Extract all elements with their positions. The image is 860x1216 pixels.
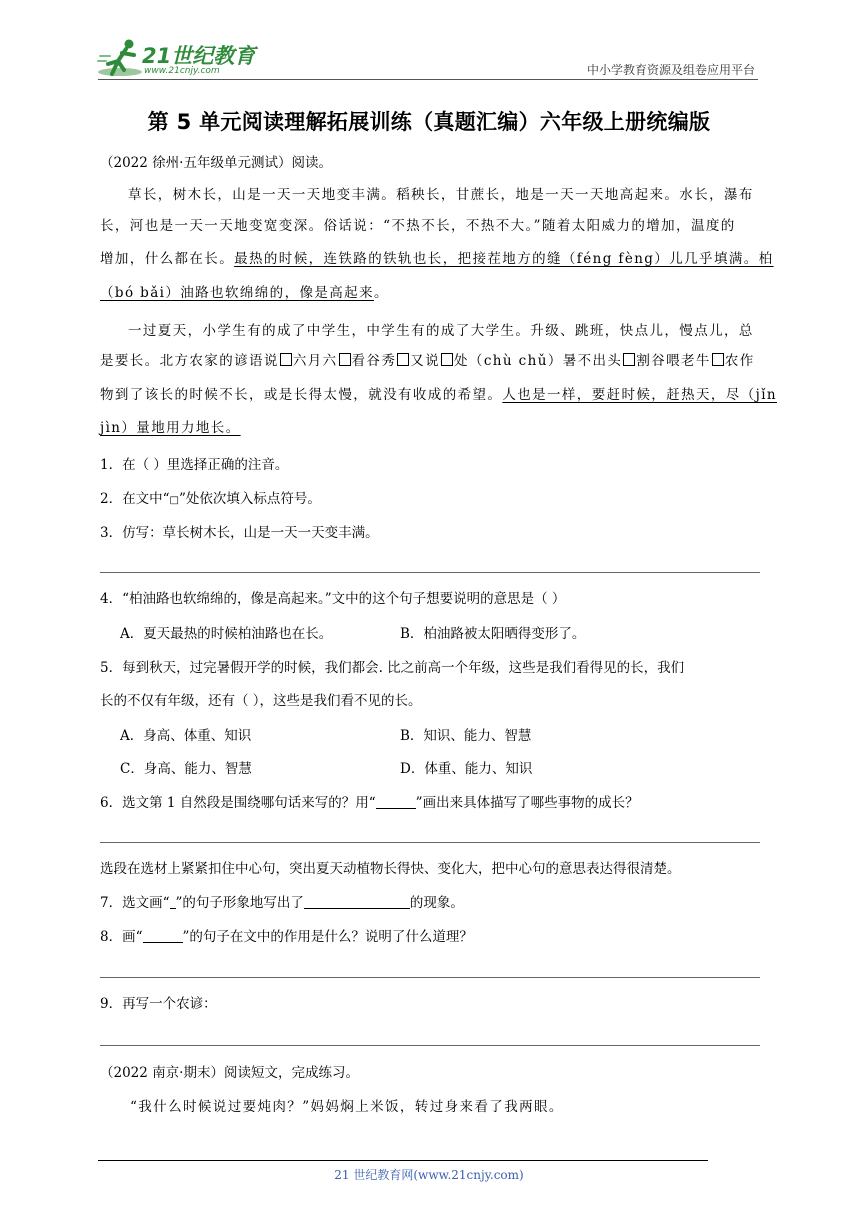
underline-mark [376,796,416,809]
passage1-text: 增加，什么都在长。 [100,251,235,267]
question-text: ”处依次填入标点符号。 [178,491,321,507]
passage1-source: （2022 徐州·五年级单元测试）阅读。 [100,155,332,171]
blank-box [712,353,724,366]
underlined-sentence: jìn）量地用力地长。 [100,420,241,436]
passage1-line: 草长，树木长，山是一天一天地变丰满。稻秧长，甘蔗长，地是一天一天地高起来。水长，瀑布 [128,187,754,203]
passage1-text: 处（chù chǔ）暑不出头 [454,353,623,369]
passage1-text: 。 [373,285,389,301]
answer-line[interactable] [100,977,760,978]
passage1-text: 农作 [724,353,755,369]
underlined-sentence: （bó bǎi）油路也软绵绵的，像是高起来 [100,285,374,301]
blank-box [280,353,292,366]
question-text: 8．画“ [100,929,143,945]
logo-url: www.21cnjy.com [144,66,220,76]
underlined-sentence: 人也是一样，要赶时候，赶热天，尽（jǐn [502,387,778,403]
question-5-cont: 长的不仅有年级，还有（ ），这些是我们看不见的长。 [100,693,422,709]
question-text: 的现象。 [409,895,464,911]
passage1-text: 看谷秀 [351,353,397,369]
passage1-line [100,250,774,268]
blank-box [623,353,635,366]
underlined-sentence: 最热的时候，连铁路的铁轨也长，把接茬地方的缝（féng fèng）儿几乎填满。柏 [234,251,774,267]
question-text: 7．选文画“ [100,895,170,911]
footer-link[interactable]: 21 世纪教育网(www.21cnjy.com) [334,1168,524,1182]
question-3: 3．仿写：草长树木长，山是一天一天变丰满。 [100,525,379,541]
answer-line[interactable] [100,1045,760,1046]
passage1-text: 六月六 [292,353,338,369]
question-8 [100,928,473,946]
passage1-line [100,284,389,302]
option-5b[interactable]: B．知识、能力、智慧 [400,728,532,744]
question-4: 4．“柏油路也软绵绵的，像是高起来。”文中的这个句子想要说明的意思是（ ） [100,591,566,607]
passage1-text: 又说 [410,353,441,369]
passage1-text: 割谷喂老牛 [636,353,711,369]
question-text: 2．在文中“ [100,491,170,507]
blank-box [441,353,453,366]
question-1: 1．在（ ）里选择正确的注音。 [100,457,289,473]
passage1-line: 一过夏天，小学生有的成了中学生，中学生有的成了大学生。升级、跳班，快点儿，慢点儿，总 [128,323,754,339]
header-divider [98,79,758,80]
option-5c[interactable]: C．身高、能力、智慧 [120,761,252,777]
passage1-text: 是要长。北方农家的谚语说 [100,353,279,369]
passage1-line: 长，河也是一天一天地变宽变深。俗话说：“不热不长，不热不大。”随着太阳威力的增加，温度的 [100,218,736,234]
option-4b[interactable]: B．柏油路被太阳晒得变形了。 [400,626,586,642]
option-5d[interactable]: D．体重、能力、知识 [400,761,533,777]
option-4a[interactable]: A．夏天最热的时候柏油路也在长。 [120,626,333,642]
fill-blank[interactable] [304,896,410,909]
passage1-line [100,352,755,370]
question-9: 9．再写一个农谚： [100,996,217,1012]
answer-line[interactable] [100,572,760,573]
question-text: ”的句子形象地写出了 [175,895,304,911]
question-text: 6．选文第 1 自然段是围绕哪句话来写的？用“ [100,795,376,811]
passage1-line [100,419,241,437]
question-7 [100,894,464,912]
footer-divider [98,1160,708,1161]
passage2-line: “我什么时候说过要炖肉？”妈妈焖上米饭，转过身来看了我两眼。 [130,1099,564,1115]
question-6-answer: 选段在选材上紧紧扣住中心句，突出夏天动植物长得快、变化大，把中心句的意思表达得很清楚。 [100,861,681,877]
blank-box [397,353,409,366]
underline-mark [143,930,183,943]
question-text: ”画出来具体描写了哪些事物的成长？ [415,795,639,811]
box-symbol: □ [169,495,179,506]
answer-line[interactable] [100,842,760,843]
passage1-text: 物到了该长的时候不长，或是长得太慢，就没有收成的希望。 [100,387,503,403]
option-5a[interactable]: A．身高、体重、知识 [120,728,252,744]
question-6 [100,794,639,812]
header-platform-name: 中小学教育资源及组卷应用平台 [586,63,755,77]
blank-box [339,353,351,366]
question-2 [100,490,321,510]
question-5: 5．每到秋天，过完暑假开学的时候，我们都会. 比之前高一个年级，这些是我们看得见的长，我们 [100,660,685,676]
passage1-line [100,386,777,404]
passage2-source: （2022 南京·期末）阅读短文，完成练习。 [100,1065,359,1081]
page-title: 第 5 单元阅读理解拓展训练（真题汇编）六年级上册统编版 [147,110,711,134]
question-text: ”的句子在文中的作用是什么？说明了什么道理？ [182,929,473,945]
site-logo [96,36,266,82]
logo-text: 21世纪教育 [142,44,256,68]
